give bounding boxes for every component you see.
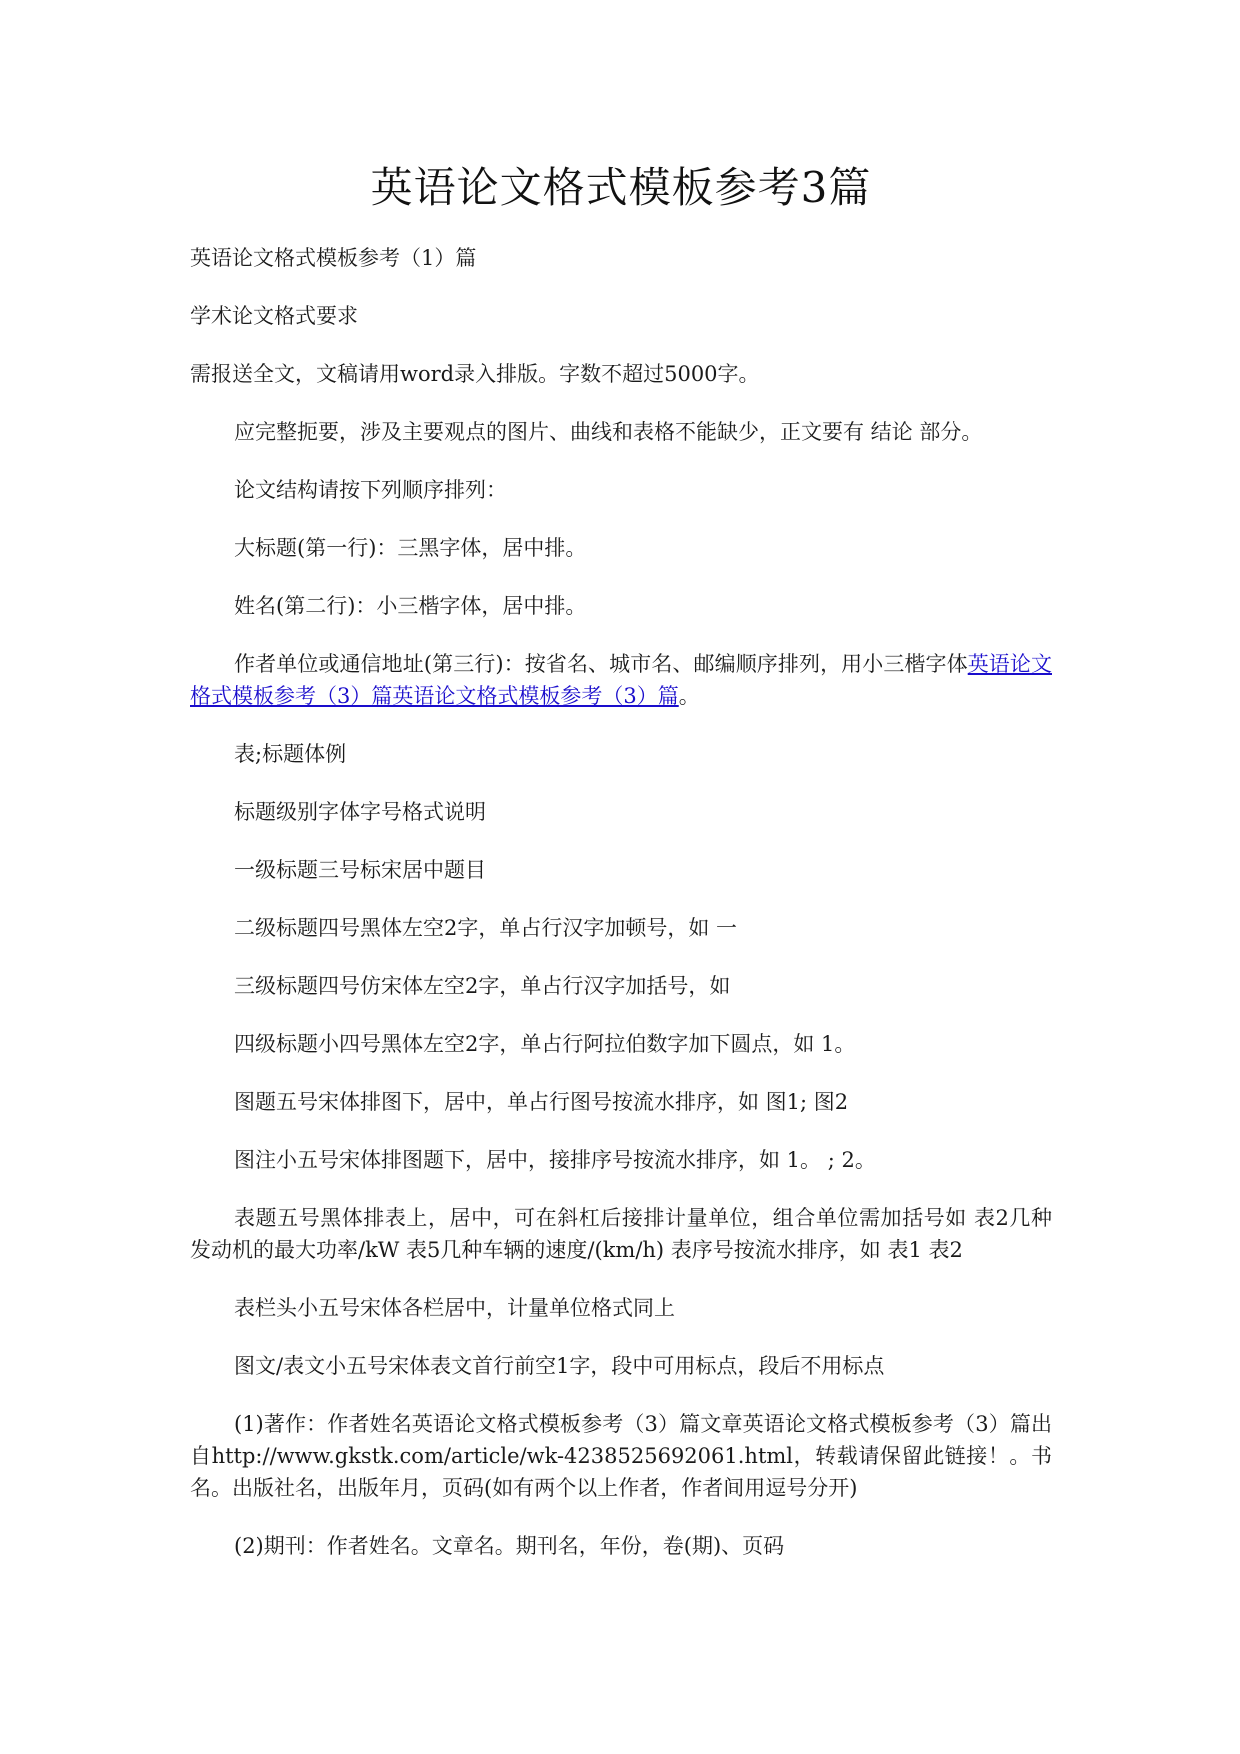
paragraph-level-4: 四级标题小四号黑体左空2字，单占行阿拉伯数字加下圆点，如 1。	[234, 1032, 856, 1056]
paragraph-level-1: 一级标题三号标宋居中题目	[234, 858, 486, 882]
paragraph-abstract: 应完整扼要，涉及主要观点的图片、曲线和表格不能缺少，正文要有 结论 部分。	[234, 420, 983, 444]
format-requirements-heading: 学术论文格式要求	[190, 304, 358, 328]
paragraph-level-3: 三级标题四号仿宋体左空2字，单占行汉字加括号，如	[234, 974, 731, 998]
paragraph-author-address	[190, 648, 1052, 712]
document-title: 英语论文格式模板参考3篇	[370, 163, 872, 212]
paragraph-level-2: 二级标题四号黑体左空2字，单占行汉字加顿号，如 一	[234, 916, 738, 940]
section-heading: 英语论文格式模板参考（1）篇	[190, 246, 477, 270]
document-page	[190, 158, 1052, 1588]
paragraph-figure-title: 图题五号宋体排图下，居中，单占行图号按流水排序，如 图1; 图2	[234, 1090, 849, 1114]
paragraph-submission: 需报送全文，文稿请用word录入排版。字数不超过5000字。	[190, 362, 760, 386]
paragraph-structure-order: 论文结构请按下列顺序排列：	[234, 478, 507, 502]
author-address-end: 。	[678, 684, 700, 708]
paragraph-heading-columns: 标题级别字体字号格式说明	[234, 800, 486, 824]
paragraph-figure-note: 图注小五号宋体排图题下，居中，接排序号按流水排序，如 1。 ; 2。	[234, 1148, 876, 1172]
article-link[interactable]: 英语论文格式模板参考（3）篇英语论文格式模板参考（3）篇	[190, 652, 1052, 708]
paragraph-reference-book: (1)著作：作者姓名英语论文格式模板参考（3）篇文章英语论文格式模板参考（3）篇出自http://www.gkstk.com/article/wk-4238525692061.html，转载请保留此链接！。书名。出版社名，出版年月，页码(如有两个以上作者，作者间用逗号分开)	[190, 1412, 1052, 1500]
paragraph-name: 姓名(第二行)：小三楷字体，居中排。	[234, 594, 587, 618]
paragraph-table-heading: 表;标题体例	[234, 742, 347, 766]
paragraph-table-header: 表栏头小五号宋体各栏居中，计量单位格式同上	[234, 1296, 675, 1320]
paragraph-main-title: 大标题(第一行)：三黑字体，居中排。	[234, 536, 587, 560]
author-address-text: 作者单位或通信地址(第三行)：按省名、城市名、邮编顺序排列，用小三楷字体	[234, 652, 968, 676]
paragraph-figure-table-text: 图文/表文小五号宋体表文首行前空1字，段中可用标点，段后不用标点	[234, 1354, 885, 1378]
paragraph-reference-journal: (2)期刊：作者姓名。文章名。期刊名，年份，卷(期)、页码	[234, 1534, 785, 1558]
paragraph-table-title: 表题五号黑体排表上，居中，可在斜杠后接排计量单位，组合单位需加括号如 表2几种发动机的最大功率/kW 表5几种车辆的速度/(km/h) 表序号按流水排序，如 表1 表2	[190, 1206, 1052, 1262]
